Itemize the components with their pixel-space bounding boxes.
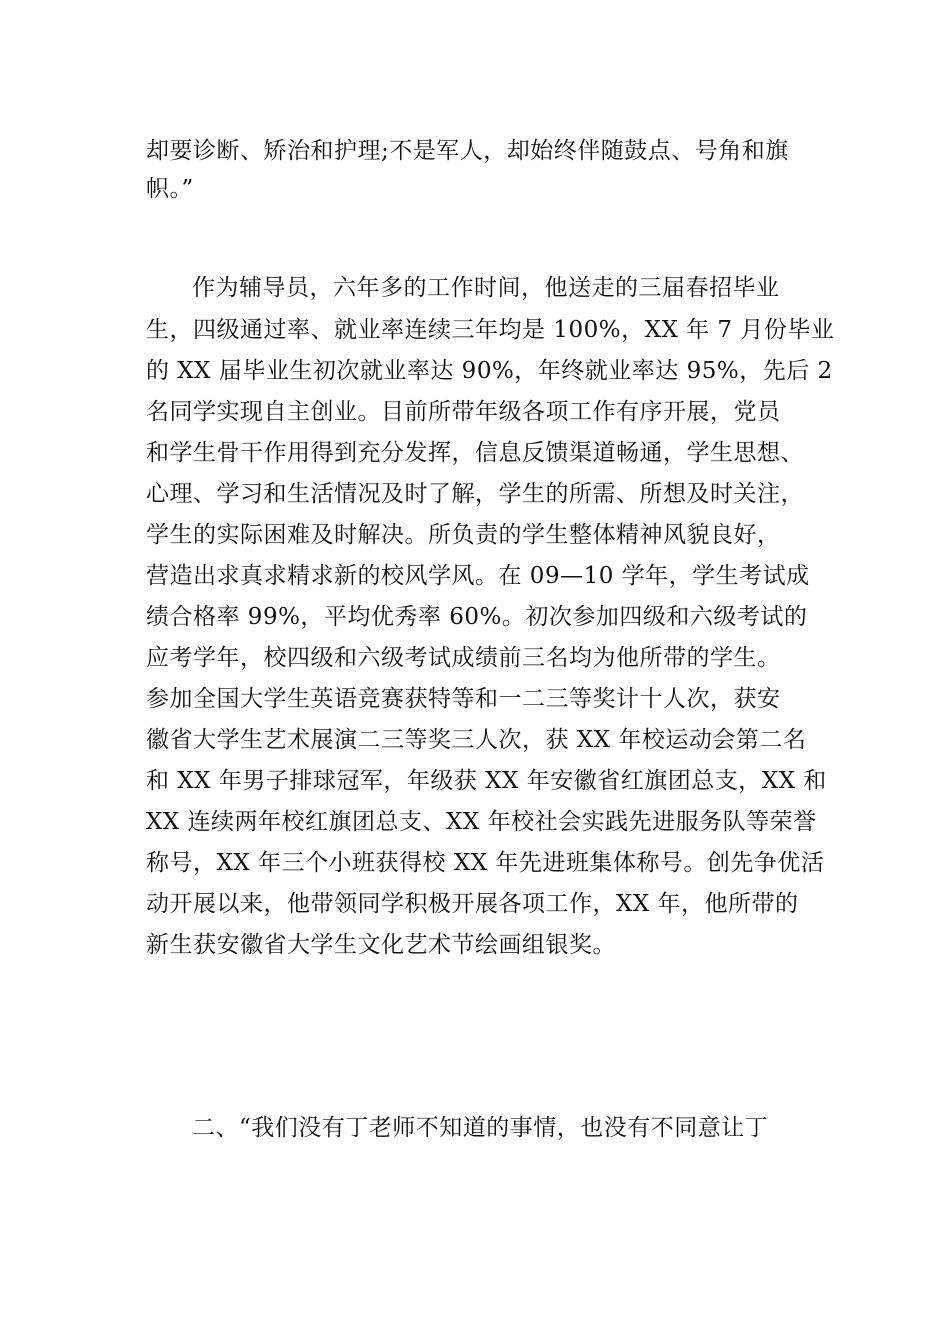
- paragraph-2-line-15: 称号，XX 年三个小班获得校 XX 年先进班集体称号。创先争优活: [146, 850, 825, 876]
- paragraph-2-line-14: XX 连续两年校红旗团总支、XX 年校社会实践先进服务队等荣誉: [146, 809, 817, 835]
- paragraph-2-line-16: 动开展以来，他带领同学积极开展各项工作，XX 年，他所带的: [146, 891, 799, 917]
- paragraph-2-line-11: 参加全国大学生英语竞赛获特等和一二三等奖计十人次，获安: [146, 686, 781, 712]
- paragraph-2-line-5: 和学生骨干作用得到充分发挥，信息反馈渠道畅通，学生思想、: [146, 440, 804, 466]
- paragraph-2-line-3: 的 XX 届毕业生初次就业率达 90%，年终就业率达 95%，先后 2: [146, 358, 833, 384]
- paragraph-2-line-1: 作为辅导员，六年多的工作时间，他送走的三届春招毕业: [192, 275, 780, 301]
- paragraph-2-line-4: 名同学实现自主创业。目前所带年级各项工作有序开展，党员: [146, 399, 781, 425]
- paragraph-2-line-7: 学生的实际困难及时解决。所负责的学生整体精神风貌良好，: [146, 522, 781, 548]
- paragraph-2-line-9: 绩合格率 99%，平均优秀率 60%。初次参加四级和六级考试的: [146, 604, 808, 630]
- paragraph-2-line-17: 新生获安徽省大学生文化艺术节绘画组银奖。: [146, 932, 616, 958]
- paragraph-2-line-10: 应考学年，校四级和六级考试成绩前三名均为他所带的学生。: [146, 645, 781, 671]
- paragraph-2-line-12: 徽省大学生艺术展演二三等奖三人次，获 XX 年校运动会第二名: [146, 727, 807, 753]
- paragraph-2-line-13: 和 XX 年男子排球冠军，年级获 XX 年安徽省红旗团总支，XX 和: [146, 768, 827, 794]
- paragraph-2-line-8: 营造出求真求精求新的校风学风。在 09—10 学年，学生考试成: [146, 563, 810, 589]
- paragraph-2-line-2: 生，四级通过率、就业率连续三年均是 100%，XX 年 7 月份毕业: [146, 317, 835, 343]
- paragraph-2-line-6: 心理、学习和生活情况及时了解，学生的所需、所想及时关注，: [146, 481, 804, 507]
- paragraph-1-line-1: 却要诊断、矫治和护理;不是军人，却始终伴随鼓点、号角和旗: [146, 138, 789, 164]
- paragraph-1-line-2: 帜。”: [146, 176, 194, 202]
- paragraph-3-line-1: 二、“我们没有丁老师不知道的事情，也没有不同意让丁: [192, 1115, 769, 1141]
